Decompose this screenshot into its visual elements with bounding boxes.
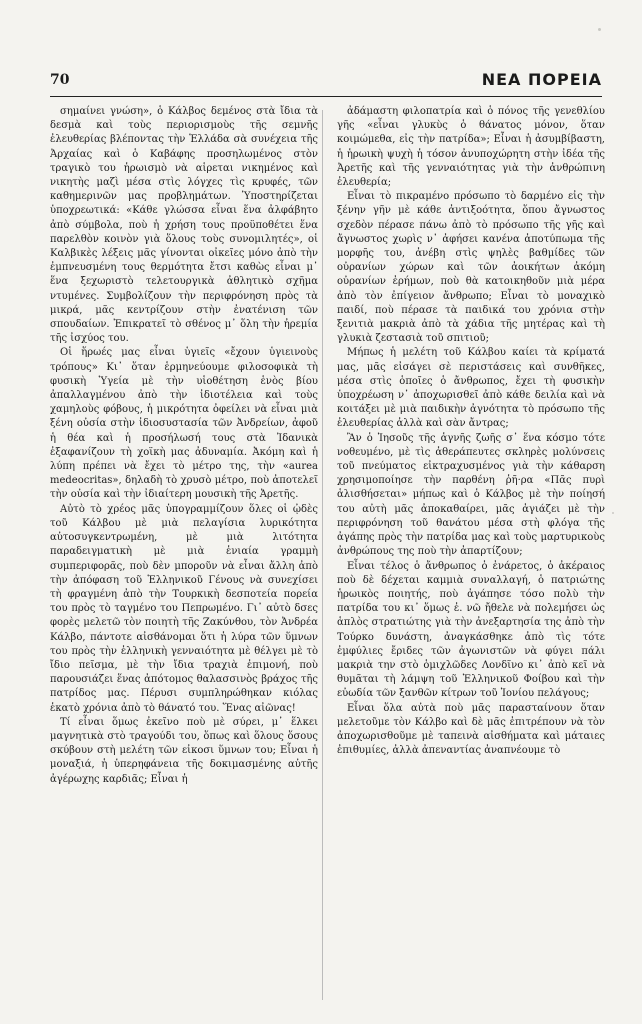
right-column [337,105,605,1000]
paragraph: Οἱ ἥρωές μας εἶναι ὑγιεῖς «ἔχουν ὑγιεινοὺς τρόπους» Κι᾽ ὅταν ἑρμηνεύουμε φιλοσοφικὰ τὴ φυσικὴ Ὑγεία μὲ τὴν υἱοθέτηση ἑνὸς βίου ἀπαλλαγμένου ἀπὸ τὴν ἰδιοτέλεια καὶ τοὺς χαμηλοὺς φόβους, ἡ μικρότητα ὀφείλει νὰ εἶναι μιὰ ξένη οὐσία στὴν ἰδιοσυστασία τῶν Ἀνδρείων, ἀφοῦ ἡ θέα καὶ ἡ προσήλωσή τους στὰ Ἰδανικὰ ἐξαφανίζουν τὴ χοϊκὴ μας ἀδυναμία. Ἀκόμη καὶ ἡ λύπη πρέπει νὰ ἔχει τὸ μέτρο της, τὴν «aurea medeocritas», δηλαδὴ τὸ χρυσὸ μέτρο, ποὺ ἀποτελεῖ τὴν οὐσία καὶ τὴν ἰδιαίτερη μουσικὴ τῆς Ἀρετῆς. [50,347,318,501]
paragraph: σημαίνει γνώση», ὁ Κάλβος δεμένος στὰ ἴδια τὰ δεσμὰ καὶ τοὺς περιορισμοὺς τῆς σεμνῆς ἐλευθερίας βλέποντας τὴν Ἑλλάδα σὰ συνέχεια τῆς Ἀρχαίας καὶ ὁ Καβάφης προσηλωμένος στὸν τραγικὸ του ἡρωισμὸ νὰ αἱρεται νικημένος καὶ νικητὴς μαζὶ μέσα στὶς λόγχες τὶς κρυφές, τῶν καθημερινῶν μας προβλημάτων. Ὑποστηρίζεται ὑποχρεωτικά: «Κάθε γλώσσα εἶναι ἕνα ἀλφάβητο ἀπὸ σύμβολα, ποὺ ἡ χρήση τους προϋποθέτει ἕνα παρελθὸν κοινὸν γιὰ ὅλους τοὺς συνομιλητές», οἱ Καλβικὲς λέξεις μᾶς γίνονται οἰκεῖες μόνο ἀπὸ τὴν ἐμπνευσμένη τους θερμότητα ἔτσι καθὼς εἶναι μ᾽ ἕνα ξεχωριστὸ τελετουργικὰ ἀθλητικὸ σχῆμα ντυμένες. Συμβολίζουν τὴν περιφρόνηση πρὸς τὰ μικρά, μᾶς κεντρίζουν στὴν ἐνατένιση τῶν σπουδαίων. Ἐπικρατεῖ τὸ σθένος μ᾽ ὅλη τὴν ἠρεμία τῆς ἰσχύος του. [50,106,318,345]
paragraph: Εἶναι τέλος ὁ ἄνθρωπος ὁ ἐνάρετος, ὁ ἀκέραιος ποὺ δὲ δέχεται καμμιὰ συναλλαγή, ὁ πατριώτης ἡρωικὸς ποιητής, ποὺ ἀγάπησε τόσο πολὺ τὴν πατρίδα του κι᾽ ὅμως ἐ. νῶ ἤθελε νὰ πολεμήσει ὡς ἁπλὸς στρατιώτης γιὰ τὴν ἀνεξαρτησία της ἀπὸ τὴν Τούρκο δυνάστη, ἀναγκάσθηκε ἀπὸ τὶς τότε ἐμφύλιες ἔριδες τῶν ἀγωνιστῶν νὰ φύγει πάλι μακριὰ την στὸ ὁμιχλῶδες Λονδῖνο κι᾽ ἀπὸ κεῖ νὰ θυμᾶται τὴ λάμψη τοῦ Ἑλληνικοῦ Φοίβου καὶ τὴν εὐωδία τῶν ξανθῶν κίτρων τοῦ Ἰονίου πελάγους; [337,560,605,700]
paper-speck [612,512,614,514]
paper-speck [598,28,601,31]
page-number: 70 [50,72,70,88]
paragraph: Εἶναι ὅλα αὐτὰ ποὺ μᾶς παρασταίνουν ὅταν μελετοῦμε τὸν Κάλβο καὶ δὲ μᾶς ἐπιτρέπουν νὰ τὸν ἀποχωρισθοῦμε μὲ ταπεινὰ αἰσθήματα καὶ μάταιες ἐπιθυμίες, ἀλλὰ ἀπεναντίας ἀναπνέουμε τὸ [337,702,605,757]
running-title: ΝΕΑ ΠΟΡΕΙΑ [481,70,602,89]
column-divider [322,110,323,1000]
text-columns [50,105,605,1000]
paragraph: ἀδάμαστη φιλοπατρία καὶ ὁ πόνος τῆς γενεθλίου γῆς «εἶναι γλυκὺς ὁ θάνατος μόνον, ὅταν κοιμώμεθα, εἰς τὴν πατρίδα»; Εἶναι ἡ ἀσυμβίβαστη, ἡ ἡρωικὴ ψυχὴ ἡ τόσον ἀνυποχώρητη στὴν ἰδέα τῆς Ἀρετῆς καὶ τῆς γενναιότητας γιὰ τὴν ἀνθρώπινη ἐλευθερία; [337,106,605,189]
paragraph: Τί εἶναι ὅμως ἐκεῖνο ποὺ μὲ σύρει, μ᾽ ἕλκει μαγνητικὰ στὸ τραγούδι του, ὅπως καὶ ὅλους ὅσους σκύβουν στὴ μελέτη τῶν εἰκοσι ὕμνων του; Εἶναι ἡ μοναξιά, ἡ ὑπερηφάνεια τῆς δοκιμασμένης αὐτῆς ἀγέρωχης καρδιᾶς; Εἶναι ἡ [50,716,318,785]
paragraph: Μήπως ἡ μελέτη τοῦ Κάλβου καίει τὰ κρίματά μας, μᾶς εἰσάγει σὲ περιστάσεις καὶ συνθῆκες, μέσα στὶς ὁποῖες ὁ ἄνθρωπος, ἔχει τὴ φυσικὴν ὑποχρέωση ν᾽ ἀποχωρισθεῖ ἀπὸ κάθε δειλία καὶ νὰ κοιτάξει μὲ μιὰ παιδικὴν ἀγνότητα τὸ πρόσωπο τῆς ἐλευθερίας ἀλλὰ καὶ σὰν ἄντρας; [337,347,605,430]
paragraph: Εἶναι τὸ πικραμένο πρόσωπο τὸ δαρμένο εἰς τὴν ξένην γῆν μὲ κάθε ἀντιξοότητα, ὅπου ἄγνωστος σχεδὸν πέρασε πάνω ἀπὸ τὸ πρόσωπο τῆς γῆς καὶ ἄγνωστος χωρὶς ν᾽ ἀφήσει κανένα ἀποτύπωμα τῆς μορφῆς του, ἀνέβη στὶς ψηλὲς βαθμίδες τῶν οὐρανίων χώρων καὶ τῶν ἀοικήτων ἀκόμη οὐρανίων ἐρήμων, ποὺ θὰ κατοικηθοῦν μιὰ μέρα ἀπὸ τὸν ἐπίγειον ἄνθρωπο; Εἶναι τὸ μοναχικὸ παιδί, ποὺ πέρασε τὰ παιδικά του χρόνια στὴν ξενιτιὰ μακριὰ ἀπὸ τὰ χάδια τῆς μητέρας καὶ τὴ γλυκιὰ ζεστασιὰ τοῦ σπιτιοῦ; [337,191,605,345]
left-column [50,105,318,1000]
paragraph: Ἂν ὁ Ἰησοῦς τῆς ἁγνῆς ζωῆς σ᾽ ἕνα κόσμο τότε νοθευμένο, μὲ τὶς ἀθεράπευτες σκληρὲς μολύνσεις τοῦ πνεύματος εἰκτραχυσμένος γιὰ τὴν κάθαρση χρησιμοποίησε τὴν παρθένη ῥῆ·ρα «Πᾶς πυρὶ ἁλισθήσεται» μήπως καὶ ὁ Κάλβος μὲ τὴν ποίησή του αὐτὴ μᾶς ἀποκαθαίρει, μᾶς ἁγιάζει μὲ τὴν περιφρόνηση τοῦ θανάτου μέσα στὴ φλόγα τῆς ἀγάπης πρὸς τὴν πατρίδα μας καὶ τοὺς μαρτυρικοὺς ἀνθρώπους της ποὺ τὴν ἀπαρτίζουν; [337,432,605,558]
paragraph: Αὐτὸ τὸ χρέος μᾶς ὑπογραμμίζουν ὅλες οἱ ᾠδὲς τοῦ Κάλβου μὲ μιὰ πελαγίσια λυρικότητα αὐτοσυγκεντρωμένη, μὲ μιὰ λιτότητα παραδειγματικὴ μὲ μιὰ ἑνιαία γραμμὴ συμπεριφορᾶς, ποὺ δὲν μποροῦν νὰ εἶναι ἄλλη ἀπὸ τὴν ἀπόφαση τοῦ Ἑλληνικοῦ Γένους νὰ συνεχίσει τὴ φραγμένη ἀπὸ τὴν Τουρκικὴ δεσποτεία πορεία του πρὸς τὸ ταγμένο του Πεπρωμένο. Γι᾽ αὐτὸ δσες φορὲς μελετῶ τὸν ποιητὴ τῆς Ζακύνθου, τὸν Ἀνδρέα Κάλβο, πάντοτε αἰσθάνομαι ὅτι ἡ λύρα τῶν ὕμνων του πρὸς τὴν ἑλληνικὴ γενναιότητα μὲ θέλγει μὲ τὸ ἴδιο πεῖσμα, μὲ τὴν ἴδια τραχιὰ ἐπιμονή, ποὺ παρουσιάζει ἕνας ἀπότομος θαλασσινὸς βράχος τῆς πατρίδος μας. Πέρυσι συμπληρώθηκαν κιόλας ἑκατὸ χρόνια ἀπὸ τὸ θάνατό του. Ἕνας αἰῶνας! [50,503,318,714]
page-header [50,70,602,97]
